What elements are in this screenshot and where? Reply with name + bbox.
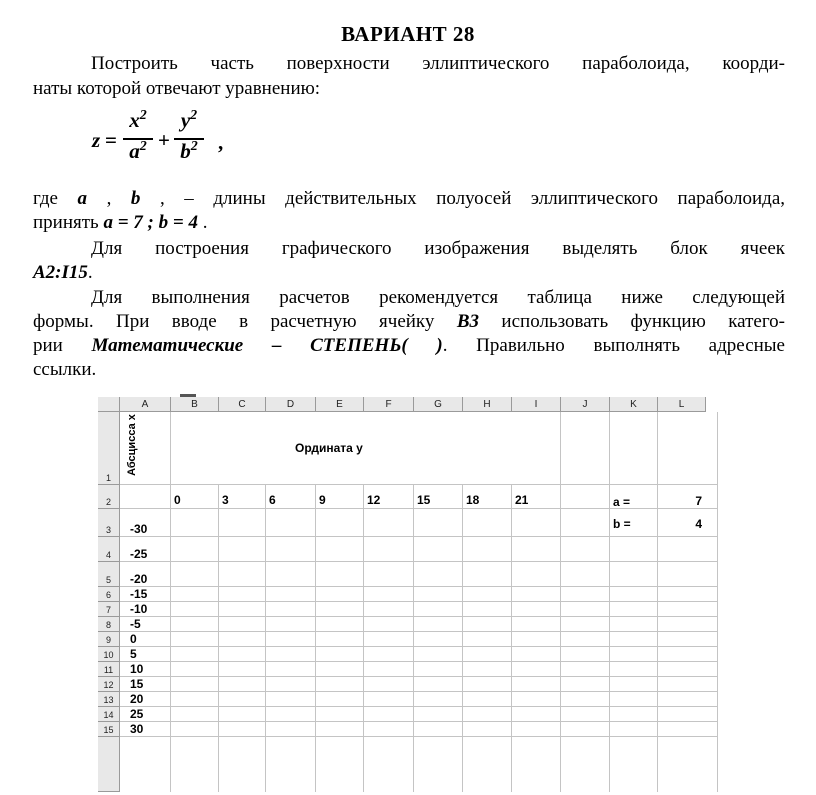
row-header-13: 13 bbox=[98, 692, 120, 707]
grid-hline bbox=[120, 601, 718, 602]
text: , bbox=[87, 188, 131, 209]
paragraph-3-line-2 bbox=[33, 261, 785, 285]
text: рии bbox=[33, 335, 92, 356]
grid-vline bbox=[218, 485, 219, 792]
formula-exp: 2 bbox=[190, 108, 198, 123]
row-header-6: 6 bbox=[98, 587, 120, 602]
y-value-cell: 9 bbox=[319, 493, 326, 507]
text: где bbox=[33, 188, 78, 209]
row-header-3: 3 bbox=[98, 509, 120, 537]
grid-hline bbox=[120, 616, 718, 617]
formula-plus: + bbox=[158, 128, 170, 152]
grid-hline bbox=[120, 706, 718, 707]
grid-hline bbox=[120, 631, 718, 632]
y-value-cell: 21 bbox=[515, 493, 529, 507]
grid-hline bbox=[120, 691, 718, 692]
column-header-E: E bbox=[316, 397, 364, 412]
row-header-15: 15 bbox=[98, 722, 120, 737]
text: . bbox=[197, 212, 208, 233]
column-header-L: L bbox=[658, 397, 706, 412]
x-value-cell: -20 bbox=[130, 572, 148, 586]
row-header-12: 12 bbox=[98, 677, 120, 692]
paragraph-3-line-1: Для построения графического изображения выделять блок ячеек bbox=[91, 238, 785, 259]
spreadsheet-table bbox=[98, 397, 718, 792]
formula-exp: 2 bbox=[190, 139, 198, 154]
column-header-D: D bbox=[266, 397, 316, 412]
grid-hline bbox=[120, 661, 718, 662]
grid-hline bbox=[120, 484, 718, 485]
grid-hline bbox=[120, 586, 718, 587]
x-value-cell: 15 bbox=[130, 677, 144, 691]
text: , – длины действительных полуосей эллиптического параболоида, bbox=[140, 188, 786, 209]
paraboloid-formula bbox=[92, 108, 292, 170]
row-header-4: 4 bbox=[98, 537, 120, 562]
formula-a: a bbox=[129, 139, 140, 163]
x-value-cell: -10 bbox=[130, 602, 148, 616]
grid-hline bbox=[120, 536, 718, 537]
var-b: b bbox=[130, 188, 141, 209]
x-value-cell: 5 bbox=[130, 647, 137, 661]
formula-comma: , bbox=[218, 130, 224, 154]
param-b-value: 4 bbox=[695, 517, 702, 531]
grid-hline bbox=[120, 676, 718, 677]
column-header-I: I bbox=[512, 397, 561, 412]
x-value-cell: 0 bbox=[130, 632, 137, 646]
x-value-cell: 20 bbox=[130, 692, 144, 706]
row-header-10: 10 bbox=[98, 647, 120, 662]
x-value-cell: -15 bbox=[130, 587, 148, 601]
formula-exp: 2 bbox=[139, 139, 147, 154]
var-a: a bbox=[77, 188, 88, 209]
x-value-cell: 30 bbox=[130, 722, 144, 736]
text: принять bbox=[33, 212, 104, 233]
x-value-cell: -30 bbox=[130, 522, 148, 536]
formula-y: y bbox=[180, 108, 191, 132]
grid-vline bbox=[717, 412, 718, 792]
x-value-cell: 10 bbox=[130, 662, 144, 676]
abscissa-label-text: Абсцисса x bbox=[126, 414, 138, 476]
column-header-J: J bbox=[561, 397, 610, 412]
text: формы. При вводе в расчетную ячейку bbox=[33, 311, 457, 332]
x-value-cell: -5 bbox=[130, 617, 141, 631]
grid-hline bbox=[120, 721, 718, 722]
grid-vline bbox=[462, 485, 463, 792]
grid-hline bbox=[120, 646, 718, 647]
formula-z: z bbox=[92, 128, 101, 152]
row-header-stub bbox=[98, 737, 120, 792]
grid-vline bbox=[413, 485, 414, 792]
formula-exp: 2 bbox=[139, 108, 147, 123]
text: использовать функцию катего- bbox=[479, 311, 785, 332]
grid-hline bbox=[120, 736, 718, 737]
text: . bbox=[87, 262, 93, 283]
paragraph-4-line-4: ссылки. bbox=[33, 359, 97, 380]
abscissa-label bbox=[122, 415, 142, 479]
grid-vline bbox=[560, 412, 561, 792]
grid-vline bbox=[511, 485, 512, 792]
paragraph-4-line-1: Для выполнения расчетов рекомендуется таблица ниже следующей bbox=[91, 287, 785, 308]
y-value-cell: 3 bbox=[222, 493, 229, 507]
column-header-G: G bbox=[414, 397, 463, 412]
row-header-9: 9 bbox=[98, 632, 120, 647]
text: . Правильно выполнять адресные bbox=[442, 335, 785, 356]
y-value-cell: 6 bbox=[269, 493, 276, 507]
param-a-label: a = bbox=[613, 495, 631, 509]
y-value-cell: 15 bbox=[417, 493, 431, 507]
grid-vline bbox=[265, 485, 266, 792]
grid-hline bbox=[120, 561, 718, 562]
paragraph-4-line-3 bbox=[33, 334, 785, 358]
row-header-7: 7 bbox=[98, 602, 120, 617]
row-header-1: 1 bbox=[98, 412, 120, 485]
paragraph-1-line-1: Построить часть поверхности эллиптического параболоида, коорди- bbox=[91, 53, 785, 74]
formula-x: x bbox=[129, 108, 140, 132]
cell-ref: B3 bbox=[456, 311, 479, 332]
variant-title: ВАРИАНТ 28 bbox=[341, 22, 475, 46]
column-header-K: K bbox=[610, 397, 658, 412]
grid-vline bbox=[315, 485, 316, 792]
ordinate-label: Ордината y bbox=[295, 441, 363, 455]
row-header-11: 11 bbox=[98, 662, 120, 677]
param-a-value: 7 bbox=[695, 494, 702, 508]
y-value-cell: 12 bbox=[367, 493, 381, 507]
y-value-cell: 18 bbox=[466, 493, 480, 507]
grid-vline bbox=[609, 412, 610, 792]
column-header-B: B bbox=[171, 397, 219, 412]
function-name: Математические – СТЕПЕНЬ( ) bbox=[91, 335, 443, 356]
paragraph-1-line-2: наты которой отвечают уравнению: bbox=[33, 78, 321, 99]
cell-range-ref: A2:I15 bbox=[33, 262, 88, 283]
x-value-cell: -25 bbox=[130, 547, 148, 561]
column-header-F: F bbox=[364, 397, 414, 412]
row-header-2: 2 bbox=[98, 485, 120, 509]
column-header-A: A bbox=[120, 397, 171, 412]
param-values: a = 7 ; b = 4 bbox=[103, 212, 198, 233]
row-header-5: 5 bbox=[98, 562, 120, 587]
paragraph-4-line-2 bbox=[33, 310, 785, 334]
paragraph-2-line-1 bbox=[33, 187, 785, 211]
param-b-label: b = bbox=[613, 517, 631, 531]
sheet-corner bbox=[98, 397, 120, 412]
y-value-cell: 0 bbox=[174, 493, 181, 507]
grid-vline bbox=[170, 412, 171, 792]
x-value-cell: 25 bbox=[130, 707, 144, 721]
row-header-14: 14 bbox=[98, 707, 120, 722]
grid-vline bbox=[363, 485, 364, 792]
paragraph-2-line-2 bbox=[33, 211, 785, 235]
column-header-H: H bbox=[463, 397, 512, 412]
formula-equals: = bbox=[105, 128, 117, 152]
formula-b: b bbox=[180, 139, 191, 163]
row-header-8: 8 bbox=[98, 617, 120, 632]
grid-vline bbox=[657, 412, 658, 792]
column-header-C: C bbox=[219, 397, 266, 412]
